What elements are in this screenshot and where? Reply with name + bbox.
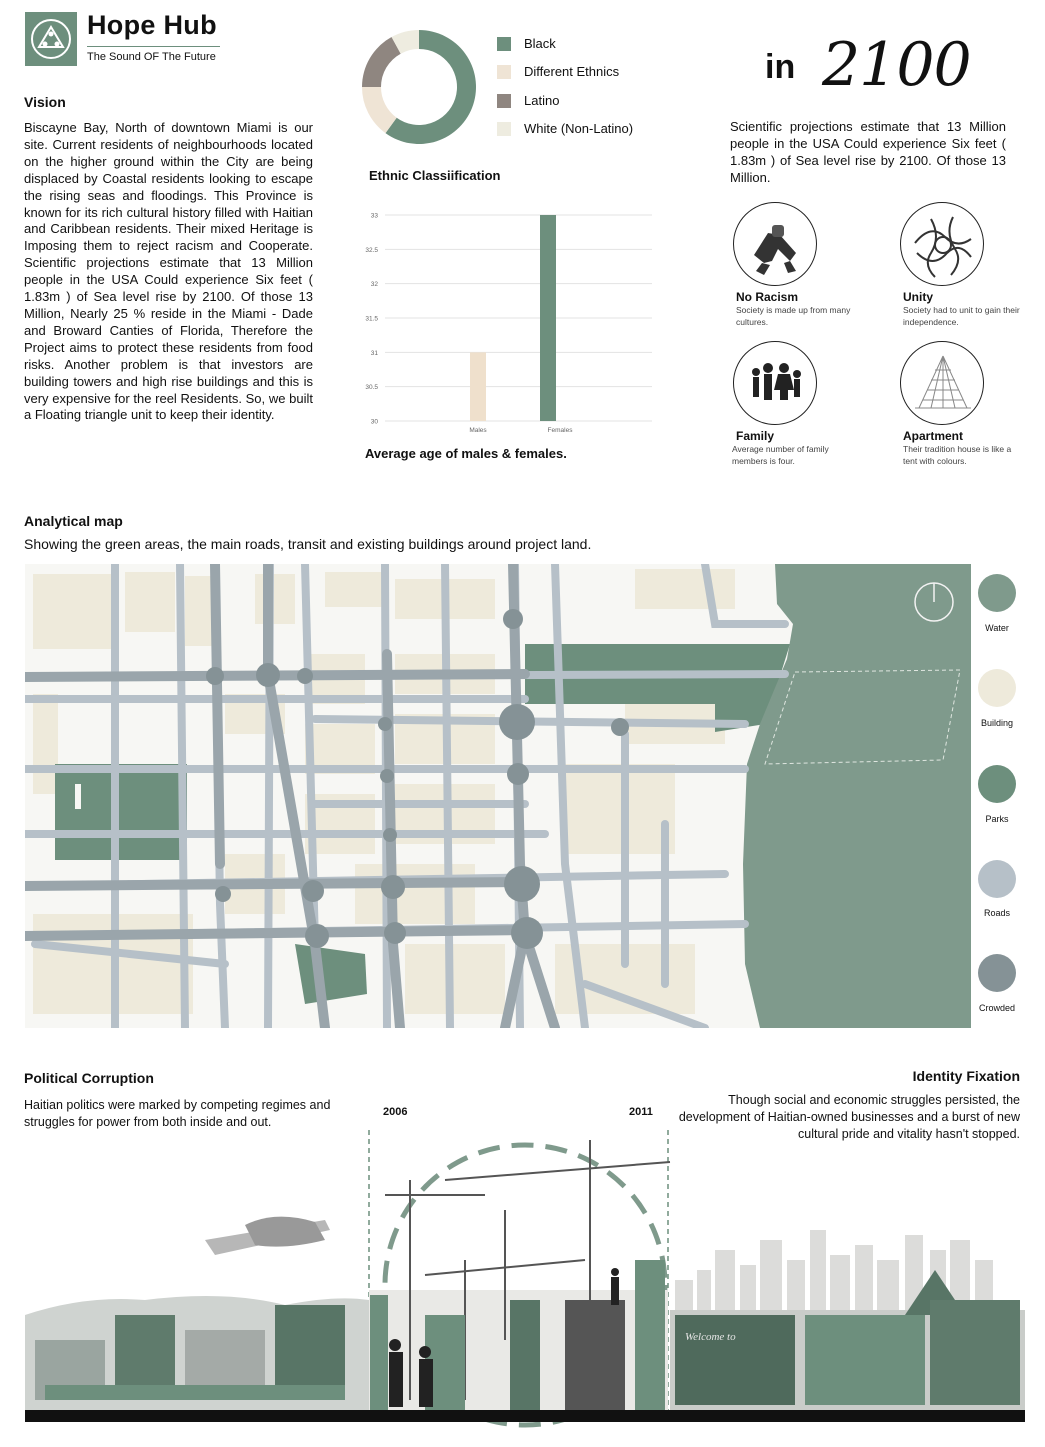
map-heading: Analytical map — [24, 513, 123, 529]
value-desc: Average number of family members is four. — [732, 444, 829, 466]
projection-text: Scientific projections estimate that 13 Million people in the USA Could experience Six feet ( 1.83m ) of Sea level rise by 2100. Of those 13 Million. — [730, 119, 1006, 185]
map-key-label: Parks — [985, 814, 1009, 824]
legend-label: Black — [524, 36, 556, 51]
identity-text: Though social and economic struggles persisted, the development of Haitian-owned businesses and a burst of new cultural pride and vitality hasn't stopped. — [678, 1093, 1020, 1141]
legend-label: Different Ethnics — [524, 64, 620, 79]
value-desc: Society had to unit to gain their independence. — [903, 305, 1020, 327]
handshake-icon — [734, 203, 818, 287]
map-key-parks — [978, 765, 1016, 803]
vision-text: Biscayne Bay, North of downtown Miami is our site. Current residents of neighbourhoods located on the higher ground within the City are being displaced by Coastal residents looking to escape the rising seas and floodings. This Province is known for its rich cultural history filled with Haitian and Caribbean residents. Their mixed Heritage is Imposing them to reject racism and Cooperate. Scientific projections estimate that 13 Million people in the USA Could experience Six feet ( 1.83m ) of Sea level rise by 2100. Of those 13 Million, Nearly 25 % reside in the Miami - Dade and Broward Canties of Florida, Therefore the Project aims to protect these residents from food risks. Another problem is that investors are building towers and high rise buildings and this is very expensive for the reel Residents. So, we built a Floating triangle unit to keep their identity. — [24, 120, 313, 423]
value-no-racism — [733, 202, 817, 286]
value-title: Family — [736, 429, 775, 443]
legend-swatch — [497, 37, 511, 51]
value-title: No Racism — [736, 290, 799, 304]
y-tick-label: 32 — [370, 281, 378, 289]
brand-tagline: The Sound OF The Future — [87, 51, 216, 63]
legend-swatch — [497, 122, 511, 136]
y-tick-label: 31 — [370, 349, 378, 357]
brand-title: Hope Hub — [87, 10, 217, 40]
logo — [25, 12, 77, 66]
legend-item-white — [497, 121, 633, 136]
legend-item-latino — [497, 93, 559, 108]
y-tick-label: 30 — [370, 418, 378, 426]
value-title: Unity — [903, 290, 933, 304]
map-key-building — [978, 669, 1016, 707]
value-family — [733, 341, 817, 425]
political-text: Haitian politics were marked by competing regimes and struggles for power from both inside and out. — [24, 1098, 331, 1129]
value-desc: Society is made up from many cultures. — [736, 305, 851, 327]
map-key-label: Building — [980, 718, 1014, 728]
legend-swatch — [497, 94, 511, 108]
value-desc: Their tradition house is like a tent with colours. — [903, 444, 1012, 466]
y-tick-label: 30.5 — [365, 384, 378, 392]
bar-females — [540, 215, 556, 421]
triangle-logo-icon — [25, 12, 77, 66]
legend-label: White (Non-Latino) — [524, 121, 634, 136]
analytical-map — [25, 564, 971, 1028]
legend-item-different-ethnics — [497, 64, 619, 79]
vision-heading: Vision — [24, 94, 66, 110]
in-label: in — [765, 48, 796, 86]
value-title: Apartment — [903, 429, 964, 443]
map-key-water — [978, 574, 1016, 612]
political-heading: Political Corruption — [24, 1070, 154, 1086]
tent-icon — [901, 342, 985, 426]
timeline-end-label: 2011 — [629, 1106, 653, 1118]
bar-chart-caption: Average age of males & females. — [365, 446, 567, 461]
legend-item-black — [497, 36, 556, 51]
value-unity — [900, 202, 984, 286]
donut-slice-latino — [362, 37, 401, 87]
timeline-collage — [25, 1100, 1025, 1430]
map-key-roads — [978, 860, 1016, 898]
family-icon — [734, 342, 818, 426]
y-tick-label: 31.5 — [365, 315, 378, 323]
y-tick-label: 32.5 — [365, 246, 378, 254]
x-tick-label: Males — [469, 427, 487, 434]
bar-chart-title: Ethnic Classiification — [369, 168, 501, 183]
legend-swatch — [497, 65, 511, 79]
identity-heading: Identity Fixation — [912, 1068, 1020, 1084]
map-key-label: Water — [985, 623, 1009, 633]
year-label: 2100 — [822, 30, 971, 100]
timeline-start-label: 2006 — [383, 1106, 408, 1118]
map-key-label: Roads — [983, 908, 1010, 918]
bar-males — [470, 352, 486, 421]
map-key-label: Crowded — [978, 1003, 1016, 1013]
collage-sign-text: Welcome to — [685, 1331, 736, 1343]
age-bar-chart — [355, 200, 660, 440]
value-apartment — [900, 341, 984, 425]
ethnicity-donut-chart — [361, 29, 477, 145]
y-tick-label: 33 — [370, 212, 378, 220]
map-subtitle: Showing the green areas, the main roads, transit and existing buildings around project land. — [24, 536, 592, 552]
legend-label: Latino — [524, 93, 560, 108]
x-tick-label: Females — [547, 427, 573, 434]
map-key-crowded — [978, 954, 1016, 992]
joined-hands-icon — [901, 203, 985, 287]
title-divider — [87, 46, 220, 47]
